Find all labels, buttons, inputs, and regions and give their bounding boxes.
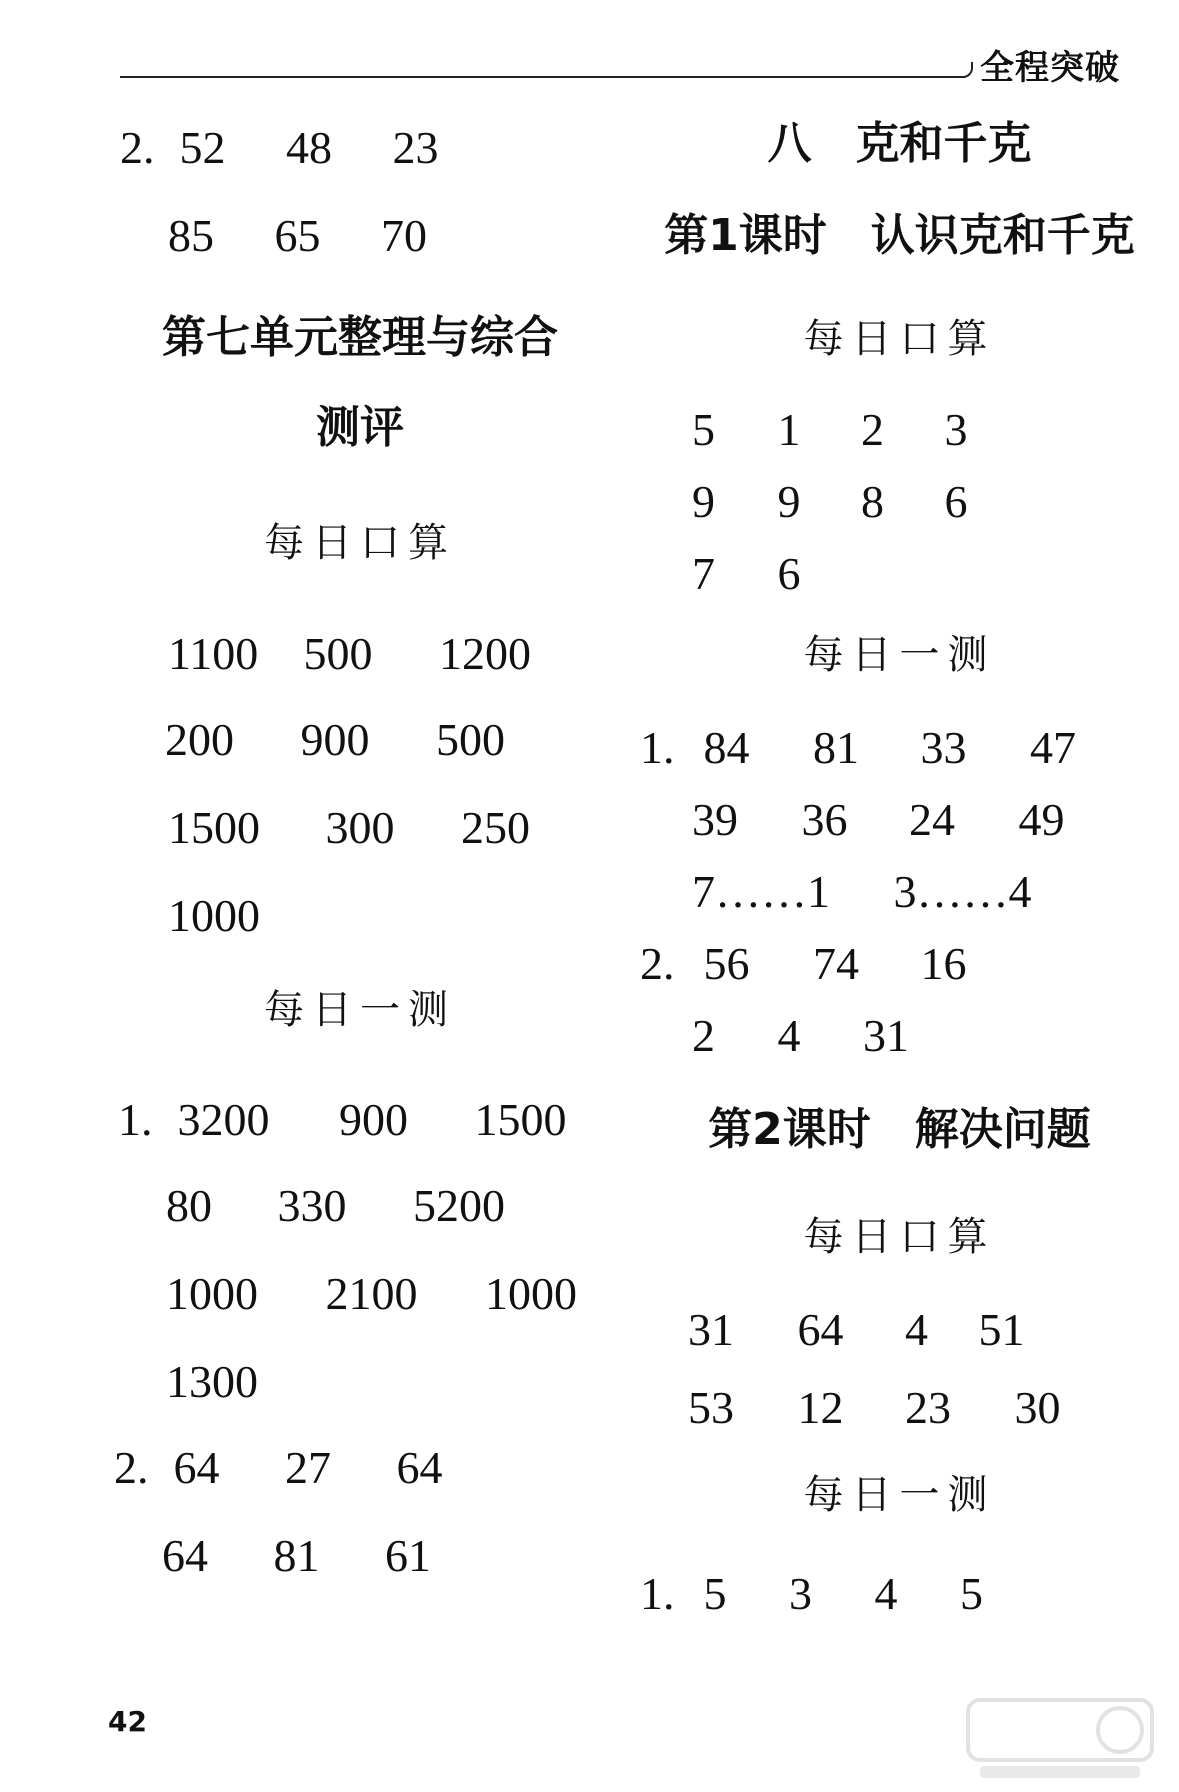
answer-row bbox=[688, 1302, 1025, 1358]
answer-row bbox=[688, 1380, 1061, 1436]
answer-value: 1200 bbox=[439, 628, 531, 679]
header-rule-hook bbox=[955, 62, 973, 78]
answer-row bbox=[692, 546, 801, 602]
answer-value: 81 bbox=[273, 1530, 320, 1581]
section-label-daily-calc: 每日口算 bbox=[803, 316, 996, 362]
answer-value: 7 bbox=[692, 548, 715, 599]
answer-value: 47 bbox=[1030, 722, 1076, 773]
section-label-daily-test: 每日一测 bbox=[803, 1472, 996, 1518]
section-label-daily-calc: 每日口算 bbox=[264, 520, 456, 566]
answer-row bbox=[692, 792, 1065, 848]
answer-value: 7……1 bbox=[692, 866, 830, 917]
answer-value: 3 bbox=[944, 404, 968, 455]
answer-value: 48 bbox=[286, 122, 332, 173]
answer-value: 64 bbox=[173, 1442, 220, 1493]
answer-value: 1100 bbox=[168, 628, 259, 679]
answer-value: 1000 bbox=[166, 1268, 258, 1319]
answer-value: 3……4 bbox=[893, 866, 1032, 917]
answer-value: 64 bbox=[162, 1530, 208, 1581]
page-number: 42 bbox=[108, 1705, 147, 1738]
answer-value: 70 bbox=[381, 210, 427, 261]
answer-row bbox=[166, 1354, 258, 1410]
answer-row bbox=[162, 1528, 431, 1584]
answer-row bbox=[166, 1266, 577, 1322]
section-label-daily-test: 每日一测 bbox=[803, 632, 996, 678]
answer-value: 1 bbox=[777, 404, 801, 455]
answer-row bbox=[640, 720, 1076, 776]
answer-row bbox=[692, 402, 968, 458]
answer-value: 2 bbox=[692, 1010, 715, 1061]
answer-value: 36 bbox=[801, 794, 848, 845]
answer-value: 5 bbox=[703, 1568, 727, 1619]
answer-value: 1500 bbox=[168, 802, 260, 853]
answer-value: 250 bbox=[461, 802, 530, 853]
answer-value: 85 bbox=[168, 210, 214, 261]
answer-value: 23 bbox=[905, 1382, 951, 1433]
unit-title-continued: 测评 bbox=[316, 402, 404, 453]
answer-value: 49 bbox=[1018, 794, 1065, 845]
answer-value: 12 bbox=[797, 1382, 844, 1433]
watermark-logo-icon bbox=[960, 1690, 1160, 1785]
answer-value: 4 bbox=[905, 1304, 928, 1355]
answer-value: 74 bbox=[813, 938, 859, 989]
answer-value: 31 bbox=[688, 1304, 734, 1355]
answer-row bbox=[692, 864, 1032, 920]
answer-row bbox=[640, 1566, 983, 1622]
answer-value: 300 bbox=[325, 802, 395, 853]
answer-value: 81 bbox=[813, 722, 859, 773]
question-number: 2. bbox=[114, 1442, 149, 1493]
answer-value: 31 bbox=[863, 1010, 909, 1061]
question-number: 1. bbox=[640, 1568, 675, 1619]
answer-value: 500 bbox=[436, 714, 505, 765]
answer-value: 27 bbox=[285, 1442, 331, 1493]
answer-value: 80 bbox=[166, 1180, 212, 1231]
answer-value: 1000 bbox=[485, 1268, 577, 1319]
answer-value: 2100 bbox=[325, 1268, 418, 1319]
question-number: 2. bbox=[640, 938, 675, 989]
answer-value: 5200 bbox=[413, 1180, 505, 1231]
answer-value: 8 bbox=[861, 476, 884, 527]
answer-value: 16 bbox=[920, 938, 967, 989]
answer-value: 3200 bbox=[177, 1094, 270, 1145]
answer-value: 30 bbox=[1014, 1382, 1061, 1433]
answer-value: 2 bbox=[861, 404, 884, 455]
answer-row bbox=[168, 208, 427, 264]
answer-row bbox=[168, 800, 530, 856]
answer-value: 84 bbox=[703, 722, 750, 773]
section-label-daily-calc: 每日口算 bbox=[803, 1214, 996, 1260]
answer-value: 330 bbox=[277, 1180, 347, 1231]
answer-value: 9 bbox=[777, 476, 801, 527]
answer-value: 24 bbox=[909, 794, 955, 845]
answer-value: 5 bbox=[692, 404, 715, 455]
answer-value: 51 bbox=[978, 1304, 1025, 1355]
answer-row bbox=[114, 1440, 443, 1496]
answer-value: 39 bbox=[692, 794, 738, 845]
lesson-title: 第2课时 解决问题 bbox=[708, 1104, 1091, 1155]
answer-value: 1300 bbox=[166, 1356, 258, 1407]
answer-row bbox=[120, 120, 439, 176]
answer-value: 33 bbox=[920, 722, 967, 773]
question-number: 2. bbox=[120, 122, 155, 173]
answer-value: 56 bbox=[703, 938, 750, 989]
answer-value: 53 bbox=[688, 1382, 734, 1433]
answer-value: 6 bbox=[944, 476, 968, 527]
answer-value: 900 bbox=[339, 1094, 408, 1145]
answer-value: 65 bbox=[274, 210, 321, 261]
answer-value: 9 bbox=[692, 476, 715, 527]
chapter-title: 八 克和千克 bbox=[767, 118, 1032, 169]
brand-title: 全程突破 bbox=[980, 48, 1120, 88]
answer-value: 1500 bbox=[474, 1094, 567, 1145]
unit-title: 第七单元整理与综合 bbox=[162, 312, 558, 363]
answer-value: 23 bbox=[392, 122, 439, 173]
question-number: 1. bbox=[640, 722, 675, 773]
answer-value: 64 bbox=[396, 1442, 443, 1493]
answer-row bbox=[692, 474, 968, 530]
answer-row bbox=[640, 936, 967, 992]
answer-value: 4 bbox=[777, 1010, 801, 1061]
section-label-daily-test: 每日一测 bbox=[264, 987, 456, 1033]
answer-value: 900 bbox=[300, 714, 370, 765]
answer-value: 3 bbox=[789, 1568, 812, 1619]
answer-value: 6 bbox=[777, 548, 801, 599]
answer-value: 1000 bbox=[168, 890, 260, 941]
answer-row bbox=[118, 1092, 567, 1148]
header-rule bbox=[120, 76, 965, 78]
answer-value: 61 bbox=[385, 1530, 431, 1581]
answer-value: 500 bbox=[303, 628, 373, 679]
answer-row bbox=[165, 712, 505, 768]
answer-value: 5 bbox=[960, 1568, 983, 1619]
answer-row bbox=[166, 1178, 505, 1234]
answer-row bbox=[692, 1008, 909, 1064]
answer-row bbox=[168, 888, 260, 944]
question-number: 1. bbox=[118, 1094, 153, 1145]
lesson-title: 第1课时 认识克和千克 bbox=[664, 210, 1135, 261]
answer-value: 52 bbox=[179, 122, 226, 173]
answer-row bbox=[168, 626, 531, 682]
answer-value: 64 bbox=[797, 1304, 844, 1355]
answer-value: 200 bbox=[165, 714, 234, 765]
answer-value: 4 bbox=[874, 1568, 898, 1619]
